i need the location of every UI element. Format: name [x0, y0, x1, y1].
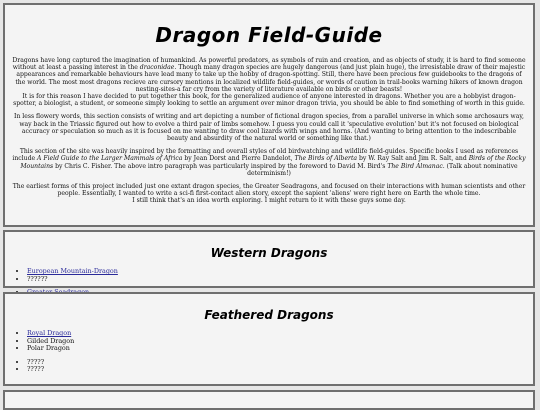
list-item [27, 330, 533, 338]
intro-text-span: This section of the site was heavily inspired by the formatting and overall styles of old birdwatching and wildlife field-guides. Specific books I used as references include [12, 148, 519, 163]
intro-text-span: It is for this reason I have decided to put together this book, for the generalized audience of anyone interested in dragons. Whether you are a hobbyist dragon-spotter, a biologist, a student, or someone simply looking to settle an argument over minor dragon trivia, you should be able to find something of worth in this guide. [13, 93, 525, 108]
section-title: Feathered Dragons [204, 308, 334, 322]
page-title: Dragon Field-Guide [155, 23, 383, 47]
feathered-list [5, 330, 533, 353]
feathered-dragons-panel [3, 292, 535, 386]
intro-paragraph-1 [11, 57, 527, 107]
intro-text-span: The earliest forms of this project included just one extant dragon species, the Greater Seadragons, and focused on their interactions with human scientists and other people. Essentially, I wanted to write a sci-fi first-contact alien story, except the sapient 'aliens' were right here on Earth the whole time. [12, 183, 526, 198]
intro-text-span: . Though many dragon species are hugely dangerous (and just plain huge), the irresistable draw of their majestic appearances and remarkable behaviours have lead many to take up the hobby of dragon-spotting. Still, there have been precious few guidebooks to the dragons of the world. The most most dragons recieve are cursory mentions in localized wildlife field-guides, or words of caution in trail-books warning hikers of known dragon nesting-sites-a far cry from the variety of literature available on birds or other beasts! [15, 64, 526, 93]
intro-text-span: In less flowery words, this section consists of writing and art depicting a number of fictional dragon species, from a parallel universe in which some archosaurs way, way back in the Triassic figured out how to evolve a third pair of limbs somehow. I guess you could call it 'speculative evolution' but it's not focused on biological accuracy or speculation so much as it is focused on me wanting to draw cool lizards with wings and horns. (And wanting to bring attention to the indescribable beauty and absurdity of the natural world or something like that.) [14, 113, 524, 143]
list-item: • ????? [27, 359, 533, 367]
intro-text [5, 57, 533, 205]
list-item: • ?????? [27, 276, 533, 284]
intro-italic-span: draconidae [139, 64, 175, 72]
feathered-list-2 [5, 359, 533, 374]
intro-panel [3, 3, 535, 227]
link-european-mountain-dragon[interactable]: European Mountain-Dragon [27, 267, 118, 275]
intro-italic-span: The Birds of Alberta [294, 155, 358, 163]
intro-text-span: . (Talk about nominative determinism!) [247, 162, 518, 177]
list-item: • Gilded Dragon [27, 338, 533, 346]
intro-italic-span: A Field Guide to the Larger Mammals of Africa [37, 155, 183, 163]
intro-text-span: by Jean Dorst and Pierre Dandelot, [182, 155, 295, 163]
list-item: • ????? [27, 366, 533, 374]
intro-text-span: Dragons have long captured the imagination of humankind. As powerful predators, as symbols of ruin and creation, and as objects of study, it is hard to find someone without at least a passing interest in the [12, 57, 526, 72]
intro-paragraph-4 [11, 183, 527, 205]
intro-text-span: by W. Ray Salt and Jim R. Salt, and [357, 155, 469, 163]
intro-text-span: I still think that's an idea worth exploring. I might return to it with these guys some day. [132, 197, 406, 205]
list-item [27, 268, 533, 276]
intro-paragraph-3 [11, 148, 527, 177]
section-title: Western Dragons [210, 246, 328, 260]
western-dragons-panel [3, 230, 535, 288]
list-item: • Polar Dragon [27, 345, 533, 353]
link-royal-dragon[interactable]: Royal Dragon [27, 329, 72, 337]
western-list [5, 268, 533, 283]
intro-paragraph-2 [11, 113, 527, 142]
intro-text-span: by Chris C. Fisher. The above intro paragraph was particularly inspired by the foreword to David M. Bird's [53, 162, 388, 170]
intro-italic-span: The Bird Almanac [387, 162, 443, 170]
next-panel [3, 390, 535, 410]
intro-italic-span: Birds of the Rocky Mountains [20, 155, 526, 170]
